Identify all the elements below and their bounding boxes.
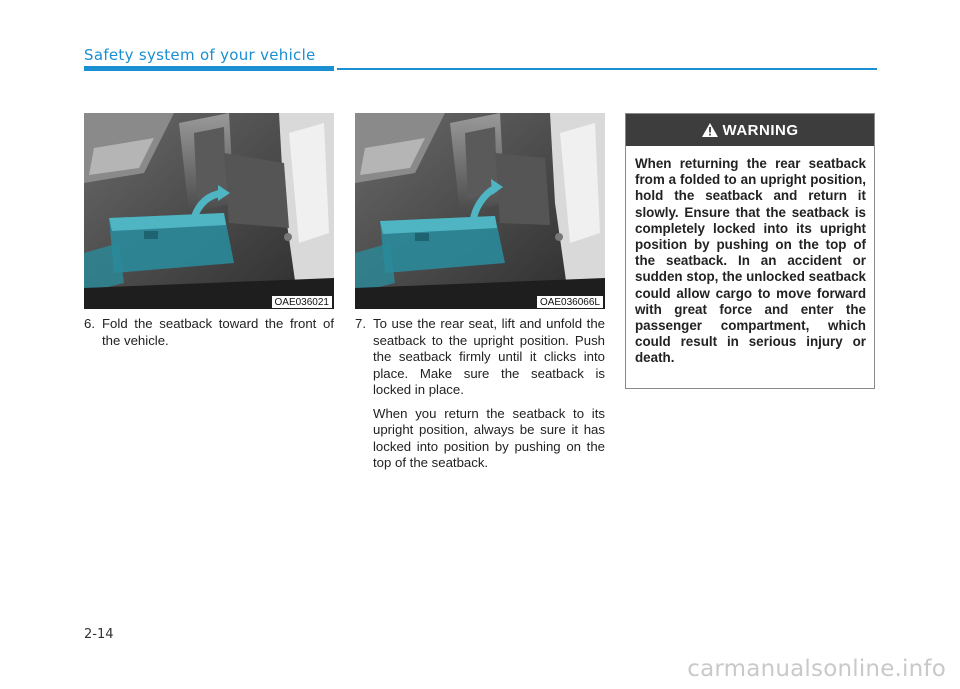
- step-number: 7.: [355, 316, 366, 331]
- figure-seat-upright: [355, 113, 605, 309]
- warning-box: [625, 113, 875, 389]
- warning-title: WARNING: [722, 121, 799, 139]
- figure-seat-folded: [84, 113, 334, 309]
- step-text: Fold the seatback toward the front of the vehicle.: [102, 316, 334, 348]
- step-text: To use the rear seat, lift and unfold the seatback to the upright position. Push the seatback firmly until it clicks into place. Make sure the seatback is locked in place.: [373, 316, 605, 397]
- header-rule-thin: [337, 68, 877, 70]
- section-title: Safety system of your vehicle: [84, 46, 316, 64]
- figure-code-label: OAE036021: [272, 296, 333, 308]
- warning-triangle-icon: [702, 123, 718, 137]
- watermark: carmanualsonline.info: [687, 656, 946, 682]
- step-number: 6.: [84, 316, 95, 331]
- figure-code-label: OAE036066L: [537, 296, 603, 308]
- page-number: 2-14: [84, 627, 114, 642]
- header-rule-thick: [84, 66, 334, 71]
- warning-text: When returning the rear seatback from a folded to an upright position, hold the seatback and return it slowly. Ensure that the seatback is completely locked into its upright position by pushing on the top of the seatback. In an accident or sudden stop, the unlocked seatback could allow cargo to move forward with great force and enter the passenger compartment, which could result in serious injury or death.: [635, 156, 866, 366]
- step-note: When you return the seatback to its upright position, always be sure it has locked into position by pushing on the top of the seatback.: [373, 405, 605, 470]
- step-7: [355, 316, 605, 472]
- warning-header: [626, 114, 874, 146]
- seat-folded-illustration: [84, 113, 334, 309]
- seat-upright-illustration: [355, 113, 605, 309]
- step-6: [84, 316, 334, 349]
